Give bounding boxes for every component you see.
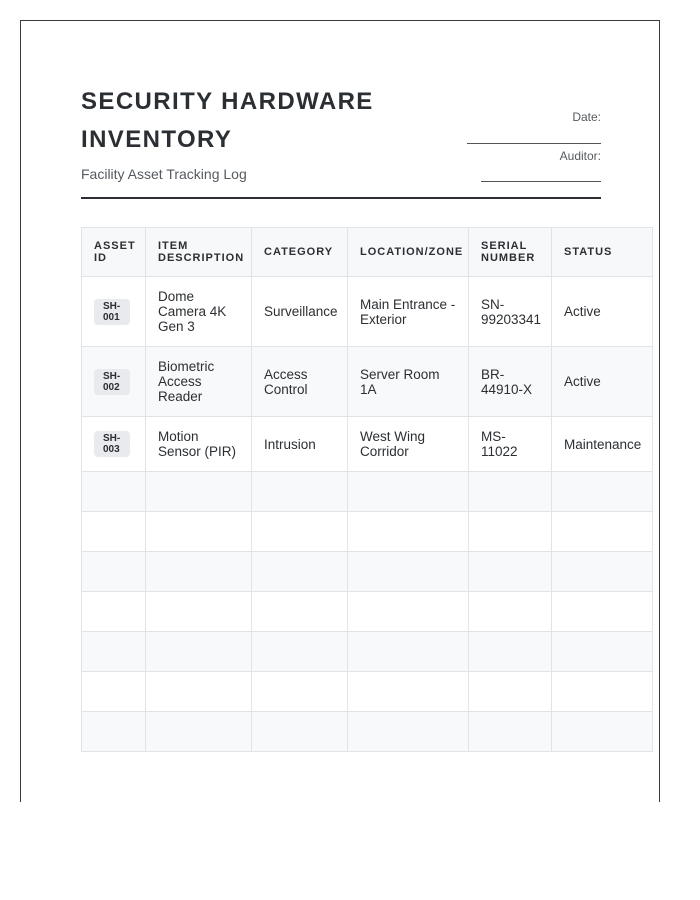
empty-cell (146, 592, 252, 632)
header-item-description: ITEM DESCRIPTION (146, 228, 252, 277)
empty-cell (469, 712, 552, 752)
asset-id-cell (82, 277, 146, 347)
empty-cell (82, 552, 146, 592)
auditor-field-line (481, 181, 601, 182)
description-cell: Biometric Access Reader (146, 347, 252, 417)
empty-cell (552, 712, 653, 752)
empty-cell (146, 672, 252, 712)
empty-cell (469, 592, 552, 632)
serial-cell: BR-44910-X (469, 347, 552, 417)
empty-cell (252, 632, 348, 672)
date-label: Date: (572, 110, 601, 124)
empty-table-row (82, 512, 653, 552)
asset-id-cell (82, 417, 146, 472)
empty-cell (82, 672, 146, 712)
header-asset-id: ASSET ID (82, 228, 146, 277)
location-cell: West Wing Corridor (348, 417, 469, 472)
serial-cell: MS-11022 (469, 417, 552, 472)
empty-table-row (82, 552, 653, 592)
document-header (81, 83, 601, 199)
table-row (82, 277, 653, 347)
empty-cell (469, 472, 552, 512)
document-page (20, 20, 660, 802)
header-serial-number: SERIAL NUMBER (469, 228, 552, 277)
empty-cell (469, 512, 552, 552)
location-cell: Server Room 1A (348, 347, 469, 417)
empty-cell (252, 712, 348, 752)
category-cell: Intrusion (252, 417, 348, 472)
empty-cell (146, 512, 252, 552)
category-cell: Access Control (252, 347, 348, 417)
empty-cell (146, 632, 252, 672)
empty-cell (348, 592, 469, 632)
document-title: SECURITY HARDWARE INVENTORY (81, 88, 374, 153)
asset-id-badge: SH-003 (94, 431, 130, 457)
empty-cell (348, 512, 469, 552)
empty-cell (82, 592, 146, 632)
empty-cell (252, 512, 348, 552)
header-location-zone: LOCATION/ZONE (348, 228, 469, 277)
empty-table-row (82, 472, 653, 512)
empty-cell (348, 552, 469, 592)
status-cell: Active (552, 277, 653, 347)
empty-table-row (82, 712, 653, 752)
empty-cell (252, 592, 348, 632)
header-status: STATUS (552, 228, 653, 277)
empty-cell (552, 672, 653, 712)
header-category: CATEGORY (252, 228, 348, 277)
status-cell: Active (552, 347, 653, 417)
date-field-line (467, 143, 601, 144)
empty-cell (82, 472, 146, 512)
empty-table-row (82, 672, 653, 712)
empty-cell (348, 472, 469, 512)
serial-cell: SN-99203341 (469, 277, 552, 347)
empty-cell (469, 632, 552, 672)
location-cell: Main Entrance - Exterior (348, 277, 469, 347)
empty-cell (146, 472, 252, 512)
empty-cell (146, 552, 252, 592)
category-cell: Surveillance (252, 277, 348, 347)
empty-cell (469, 552, 552, 592)
asset-id-cell (82, 347, 146, 417)
table-header-row (82, 228, 653, 277)
empty-cell (146, 712, 252, 752)
empty-cell (348, 632, 469, 672)
empty-cell (348, 672, 469, 712)
asset-id-badge: SH-002 (94, 369, 130, 395)
empty-cell (82, 712, 146, 752)
empty-table-row (82, 592, 653, 632)
empty-cell (252, 472, 348, 512)
table-row (82, 417, 653, 472)
description-cell: Motion Sensor (PIR) (146, 417, 252, 472)
empty-cell (552, 472, 653, 512)
empty-cell (348, 712, 469, 752)
empty-cell (82, 512, 146, 552)
asset-id-badge: SH-001 (94, 299, 130, 325)
empty-cell (552, 632, 653, 672)
empty-cell (252, 552, 348, 592)
empty-cell (552, 592, 653, 632)
empty-cell (82, 632, 146, 672)
empty-cell (252, 672, 348, 712)
empty-cell (469, 672, 552, 712)
description-cell: Dome Camera 4K Gen 3 (146, 277, 252, 347)
status-cell: Maintenance (552, 417, 653, 472)
table-row (82, 347, 653, 417)
empty-cell (552, 512, 653, 552)
empty-cell (552, 552, 653, 592)
inventory-table (81, 227, 653, 752)
empty-table-row (82, 632, 653, 672)
document-subtitle: Facility Asset Tracking Log (81, 166, 247, 182)
auditor-label: Auditor: (559, 149, 601, 163)
empty-rows (82, 472, 653, 752)
